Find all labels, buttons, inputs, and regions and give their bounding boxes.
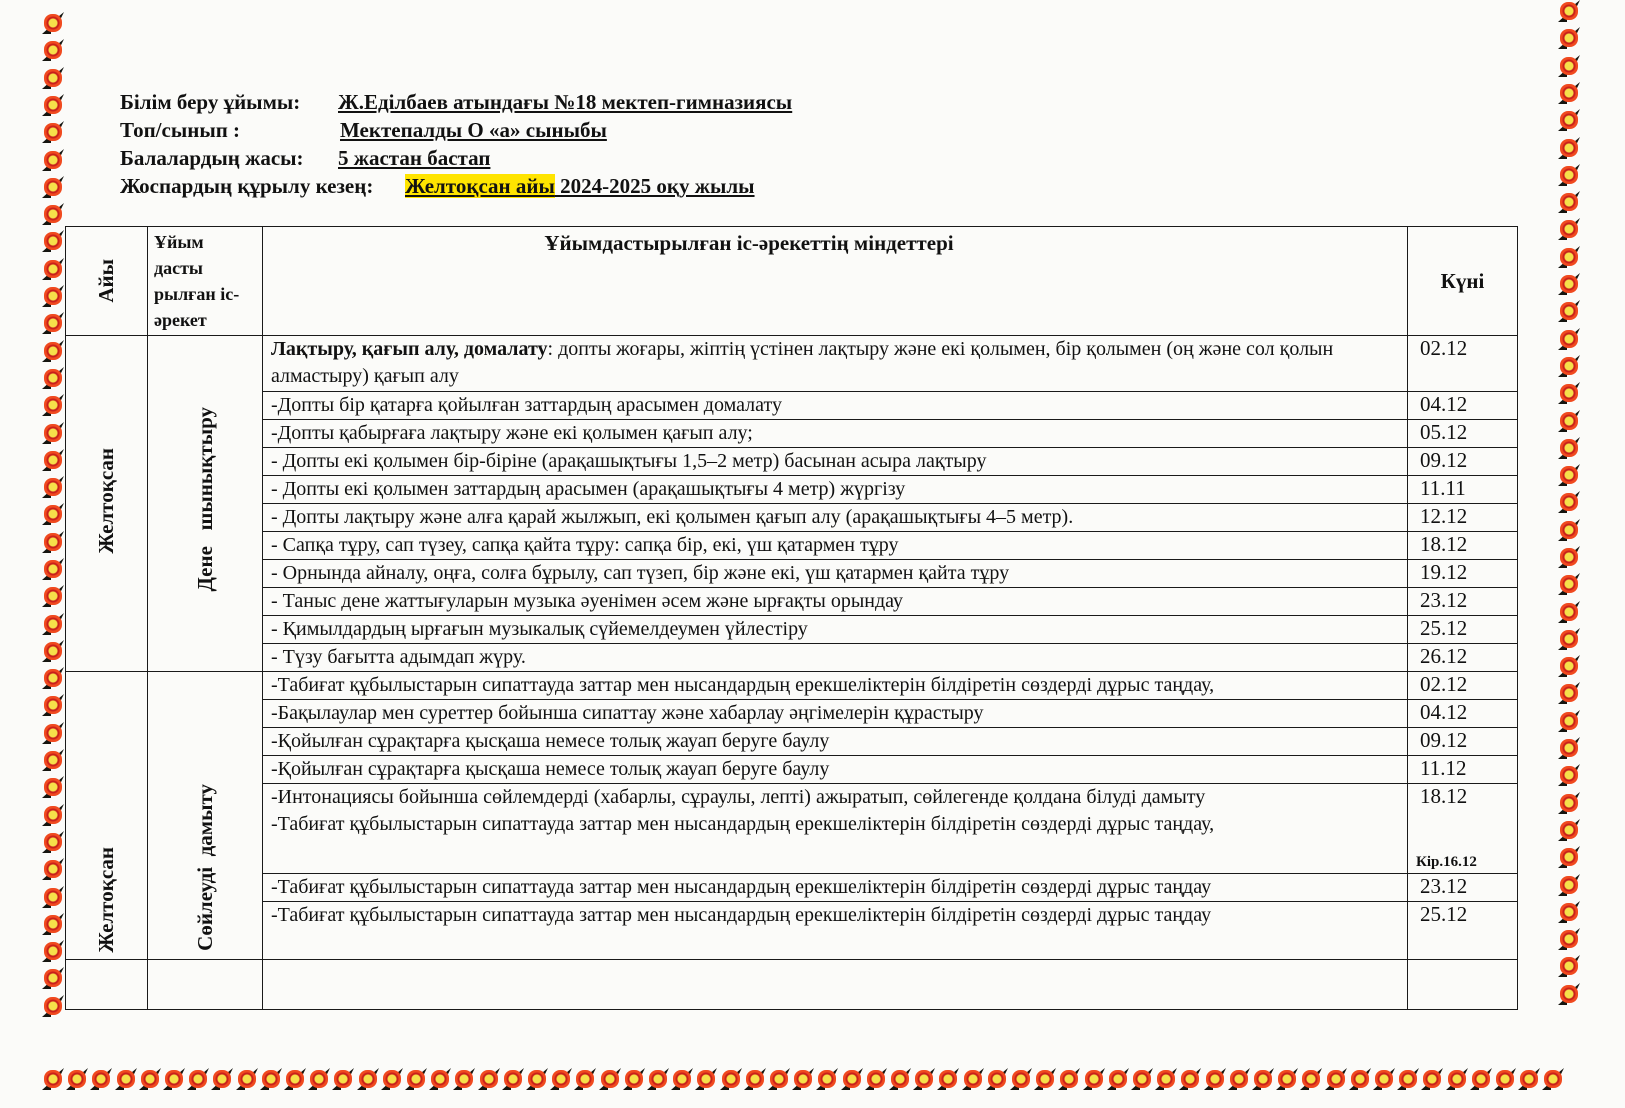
flower-icon (42, 995, 64, 1017)
flower-icon (1058, 1068, 1080, 1090)
flower-icon (478, 1068, 500, 1090)
table-row (66, 588, 1518, 616)
task-cell (263, 784, 1408, 874)
flower-icon (841, 1068, 863, 1090)
flower-icon (1397, 1068, 1419, 1090)
age-value: 5 жастан бастап (338, 146, 491, 170)
flower-icon (42, 312, 64, 334)
activity-header-line: Ұйым (154, 232, 204, 252)
flower-icon (1558, 764, 1580, 786)
date-value: 02.12 (1420, 336, 1468, 360)
flower-icon (211, 1068, 233, 1090)
flower-icon (1300, 1068, 1322, 1090)
month-cell (66, 336, 148, 672)
flower-icon (1558, 682, 1580, 704)
flower-icon (526, 1068, 548, 1090)
flower-icon (1558, 109, 1580, 131)
period-label: Жоспардың құрылу кезең: (120, 174, 374, 198)
task-text: -Қойылған сұрақтарға қысқаша немесе толық жауап беруге баулу (271, 730, 830, 752)
flower-icon (647, 1068, 669, 1090)
month-header-label: Айы (94, 259, 118, 303)
flower-icon (260, 1068, 282, 1090)
flower-icon (1558, 710, 1580, 732)
date-cell (1408, 644, 1518, 672)
age-row (120, 144, 792, 172)
task-text: : допты жоғары, жіптің үстінен лақтыру және екі қолымен, бір қолымен (оң және сол қолын алмастыру) қағып алу (271, 338, 1334, 387)
flower-icon (1155, 1068, 1177, 1090)
task-cell (263, 728, 1408, 756)
date-value: 11.12 (1420, 756, 1467, 780)
document-header (120, 88, 792, 200)
flower-icon (357, 1068, 379, 1090)
activity-header (148, 227, 263, 336)
flower-icon (865, 1068, 887, 1090)
flower-icon (1558, 410, 1580, 432)
flower-icon (42, 749, 64, 771)
flower-icon (42, 67, 64, 89)
flower-icon (42, 230, 64, 252)
date-value: 09.12 (1420, 448, 1468, 472)
group-value: Мектепалды О «а» сыныбы (340, 118, 607, 142)
date-value: 25.12 (1420, 616, 1468, 640)
flower-icon (42, 1068, 64, 1090)
date-value: 09.12 (1420, 728, 1468, 752)
flower-icon (1558, 874, 1580, 896)
flower-icon (1558, 655, 1580, 677)
flower-icon (1558, 437, 1580, 459)
plan-table (65, 226, 1518, 1010)
flower-icon (42, 858, 64, 880)
task-text-extra: -Табиғат құбылыстарын сипаттауда заттар мен нысандардың ерекшеліктерін білдіретін сөздерді дұрыс таңдау, (271, 813, 1215, 835)
flower-icon (1558, 164, 1580, 186)
table-row (66, 504, 1518, 532)
task-cell (263, 532, 1408, 560)
flower-icon (453, 1068, 475, 1090)
month-cell (66, 672, 148, 960)
flower-icon (42, 340, 64, 362)
flower-icon (42, 367, 64, 389)
flower-icon (163, 1068, 185, 1090)
date-value: 04.12 (1420, 700, 1468, 724)
flower-icon (502, 1068, 524, 1090)
org-value: Ж.Еділбаев атындағы №18 мектеп-гимназиясы (338, 90, 793, 114)
flower-icon (115, 1068, 137, 1090)
date-cell (1408, 504, 1518, 532)
date-cell (1408, 420, 1518, 448)
flower-icon (42, 39, 64, 61)
flower-icon (623, 1068, 645, 1090)
period-value (405, 172, 755, 200)
flower-icon (1542, 1068, 1564, 1090)
flower-icon (1558, 218, 1580, 240)
activity-cell (148, 672, 263, 960)
task-cell (263, 700, 1408, 728)
flower-icon (1034, 1068, 1056, 1090)
flower-icon (671, 1068, 693, 1090)
date-value: 18.12 (1420, 784, 1468, 808)
table-row (66, 672, 1518, 700)
flower-icon (768, 1068, 790, 1090)
flower-icon (550, 1068, 572, 1090)
flower-icon (42, 640, 64, 662)
empty-cell (148, 960, 263, 1010)
group-label: Топ/сынып : (120, 118, 241, 142)
table-row (66, 448, 1518, 476)
flower-icon (1276, 1068, 1298, 1090)
flower-icon (695, 1068, 717, 1090)
table-row (66, 336, 1518, 392)
flower-icon (42, 940, 64, 962)
flower-icon (1558, 628, 1580, 650)
task-text: -Қойылған сұрақтарға қысқаша немесе толық жауап беруге баулу (271, 758, 830, 780)
flower-icon (42, 203, 64, 225)
flower-icon (1558, 55, 1580, 77)
flower-icon (42, 149, 64, 171)
flower-icon (42, 776, 64, 798)
group-row (120, 116, 792, 144)
flower-icon (42, 886, 64, 908)
flower-icon (1558, 491, 1580, 513)
task-cell (263, 476, 1408, 504)
flower-icon (986, 1068, 1008, 1090)
flower-icon (1558, 328, 1580, 350)
flower-icon (332, 1068, 354, 1090)
flower-icon (42, 585, 64, 607)
flower-icon (1558, 27, 1580, 49)
flower-icon (1179, 1068, 1201, 1090)
flower-icon (139, 1068, 161, 1090)
flower-icon (1131, 1068, 1153, 1090)
date-cell (1408, 588, 1518, 616)
date-cell (1408, 874, 1518, 902)
task-cell (263, 392, 1408, 420)
task-cell (263, 588, 1408, 616)
flower-icon (1558, 983, 1580, 1005)
task-text: - Допты лақтыру және алға қарай жылжып, екі қолымен қағып алу (арақашықтығы 4–5 метр). (271, 506, 1074, 528)
flower-icon (1558, 464, 1580, 486)
flower-icon (42, 531, 64, 553)
flower-icon (187, 1068, 209, 1090)
flower-icon (1558, 246, 1580, 268)
task-cell (263, 756, 1408, 784)
flower-icon (42, 449, 64, 471)
date-value: 18.12 (1420, 532, 1468, 556)
date-value: 11.11 (1420, 476, 1466, 500)
flower-icon (42, 476, 64, 498)
table-row (66, 392, 1518, 420)
date-value: 05.12 (1420, 420, 1468, 444)
task-cell (263, 874, 1408, 902)
flower-icon (1558, 191, 1580, 213)
tasks-header: Ұйымдастырылған іс-әрекеттің міндеттері (263, 227, 1408, 336)
flower-icon (1204, 1068, 1226, 1090)
flower-icon (744, 1068, 766, 1090)
flower-icon (1421, 1068, 1443, 1090)
flower-icon (937, 1068, 959, 1090)
flower-icon (284, 1068, 306, 1090)
activity-cell (148, 336, 263, 672)
month-label: Желтоқсан (94, 847, 118, 953)
date-note: Кір.16.12 (1416, 854, 1477, 870)
task-text: -Бақылаулар мен суреттер бойынша сипаттау және хабарлау әңгімелерін құрастыру (271, 702, 984, 724)
flower-icon (236, 1068, 258, 1090)
table-row (66, 700, 1518, 728)
task-text: - Таныс дене жаттығуларын музыка әуенімен әсем және ырғақты орындау (271, 590, 903, 612)
flower-icon (1558, 82, 1580, 104)
flower-icon (1252, 1068, 1274, 1090)
task-cell (263, 644, 1408, 672)
task-title: Лақтыру, қағып алу, домалату (271, 338, 548, 360)
task-text: - Допты екі қолымен заттардың арасымен (арақашықтығы 4 метр) жүргізу (271, 478, 906, 500)
flower-icon (1446, 1068, 1468, 1090)
flower-icon (1558, 601, 1580, 623)
date-cell (1408, 476, 1518, 504)
flower-icon (42, 394, 64, 416)
flower-icon (962, 1068, 984, 1090)
org-label: Білім беру ұйымы: (120, 90, 301, 114)
period-rest: 2024-2025 оқу жылы (554, 174, 755, 198)
date-cell (1408, 448, 1518, 476)
date-cell (1408, 560, 1518, 588)
task-text: - Орнында айналу, оңға, солға бұрылу, сап түзеп, бір және екі, үш қатармен қайта тұру (271, 562, 1010, 584)
task-text: -Допты бір қатарға қойылған заттардың арасымен домалату (271, 394, 782, 416)
flower-icon (1558, 519, 1580, 541)
flower-icon (42, 831, 64, 853)
date-value: 25.12 (1420, 902, 1468, 926)
date-cell (1408, 756, 1518, 784)
flower-icon (1010, 1068, 1032, 1090)
task-cell (263, 672, 1408, 700)
flower-icon (1558, 546, 1580, 568)
table-row (66, 756, 1518, 784)
month-header (66, 227, 148, 336)
table-row (66, 532, 1518, 560)
flower-icon (42, 503, 64, 525)
flower-icon (1325, 1068, 1347, 1090)
flower-icon (1558, 737, 1580, 759)
task-cell (263, 504, 1408, 532)
flower-icon (42, 121, 64, 143)
task-cell (263, 560, 1408, 588)
date-cell (1408, 784, 1518, 874)
flower-icon (1558, 0, 1580, 22)
task-text: - Допты екі қолымен бір-біріне (арақашықтығы 1,5–2 метр) басынан асыра лақтыру (271, 450, 987, 472)
task-cell (263, 336, 1408, 392)
task-cell (263, 616, 1408, 644)
flower-icon (42, 176, 64, 198)
date-cell (1408, 672, 1518, 700)
flower-icon (1558, 273, 1580, 295)
flower-icon (1558, 137, 1580, 159)
date-value: 23.12 (1420, 874, 1468, 898)
flower-icon (1107, 1068, 1129, 1090)
task-text: - Қимылдардың ырғағын музыкалық сүйемелдеумен үйлестіру (271, 618, 808, 640)
flower-icon (42, 667, 64, 689)
flower-icon (42, 422, 64, 444)
date-cell (1408, 616, 1518, 644)
task-text: -Допты қабырғаға лақтыру және екі қолымен қағып алу; (271, 422, 753, 444)
flower-icon (1494, 1068, 1516, 1090)
flower-icon (308, 1068, 330, 1090)
table-row (66, 728, 1518, 756)
task-text: -Табиғат құбылыстарын сипаттауда заттар мен нысандардың ерекшеліктерін білдіретін сөздерді дұрыс таңдау, (271, 674, 1215, 696)
flower-icon (792, 1068, 814, 1090)
flower-icon (405, 1068, 427, 1090)
date-cell (1408, 700, 1518, 728)
activity-header-line: дасты (154, 258, 203, 278)
flower-icon (42, 94, 64, 116)
table-row (66, 476, 1518, 504)
date-cell (1408, 728, 1518, 756)
age-label: Балалардың жасы: (120, 146, 304, 170)
task-cell (263, 902, 1408, 960)
table-row (66, 784, 1518, 874)
date-header: Күні (1408, 227, 1518, 336)
table-row (66, 902, 1518, 960)
flower-icon (1228, 1068, 1250, 1090)
empty-cell (263, 960, 1408, 1010)
flower-icon (42, 694, 64, 716)
flower-icon (1558, 792, 1580, 814)
date-value: 04.12 (1420, 392, 1468, 416)
flower-icon (1558, 901, 1580, 923)
flower-icon (1373, 1068, 1395, 1090)
flower-icon (889, 1068, 911, 1090)
flower-icon (1558, 382, 1580, 404)
activity-header-line: әрекет (154, 310, 207, 330)
flower-icon (599, 1068, 621, 1090)
table-header-row (66, 227, 1518, 336)
date-cell (1408, 392, 1518, 420)
activity-label: Дене шынықтыру (192, 407, 217, 592)
flower-icon (1558, 846, 1580, 868)
date-value: 23.12 (1420, 588, 1468, 612)
date-value: 02.12 (1420, 672, 1468, 696)
org-row (120, 88, 792, 116)
flower-icon (42, 558, 64, 580)
period-highlight: Желтоқсан айы (405, 174, 555, 198)
empty-cell (1408, 960, 1518, 1010)
flower-icon (816, 1068, 838, 1090)
table-row (66, 616, 1518, 644)
table-row (66, 874, 1518, 902)
flower-icon (1558, 819, 1580, 841)
flower-icon (720, 1068, 742, 1090)
task-cell (263, 448, 1408, 476)
flower-icon (1558, 300, 1580, 322)
flower-icon (42, 804, 64, 826)
activity-header-line: рылған іс- (154, 284, 240, 304)
flower-icon (1558, 928, 1580, 950)
flower-icon (1558, 955, 1580, 977)
table-row (66, 560, 1518, 588)
task-text: - Түзу бағытта адымдап жүру. (271, 646, 526, 668)
table-row (66, 644, 1518, 672)
flower-icon (42, 967, 64, 989)
flower-icon (913, 1068, 935, 1090)
flower-icon (429, 1068, 451, 1090)
date-cell (1408, 532, 1518, 560)
empty-row (66, 960, 1518, 1010)
flower-icon (574, 1068, 596, 1090)
task-text: -Табиғат құбылыстарын сипаттауда заттар мен нысандардың ерекшеліктерін білдіретін сөздерді дұрыс таңдау (271, 904, 1212, 926)
flower-icon (1558, 355, 1580, 377)
task-text: - Сапқа тұру, сап түзеу, сапқа қайта тұру: сапқа бір, екі, үш қатармен тұру (271, 534, 899, 556)
flower-icon (42, 12, 64, 34)
flower-icon (1470, 1068, 1492, 1090)
table-row (66, 420, 1518, 448)
date-cell (1408, 336, 1518, 392)
month-label: Желтоқсан (94, 447, 118, 554)
period-row (120, 172, 792, 200)
flower-icon (1349, 1068, 1371, 1090)
date-value: 12.12 (1420, 504, 1468, 528)
date-value: 26.12 (1420, 644, 1468, 668)
flower-icon (1083, 1068, 1105, 1090)
flower-icon (42, 913, 64, 935)
task-text: -Табиғат құбылыстарын сипаттауда заттар мен нысандардың ерекшеліктерін білдіретін сөздерді дұрыс таңдау (271, 876, 1212, 898)
flower-icon (66, 1068, 88, 1090)
flower-icon (1518, 1068, 1540, 1090)
flower-icon (42, 285, 64, 307)
flower-icon (42, 722, 64, 744)
flower-icon (1558, 573, 1580, 595)
date-value: 19.12 (1420, 560, 1468, 584)
flower-icon (90, 1068, 112, 1090)
task-cell (263, 420, 1408, 448)
flower-icon (381, 1068, 403, 1090)
flower-icon (42, 258, 64, 280)
activity-label: Сөйлеуді дамыту (192, 784, 217, 951)
empty-cell (66, 960, 148, 1010)
flower-icon (42, 613, 64, 635)
task-text: -Интонациясы бойынша сөйлемдерді (хабарлы, сұраулы, лепті) ажыратып, сөйлегенде қолдана білуді дамыту (271, 786, 1206, 808)
date-cell (1408, 902, 1518, 960)
